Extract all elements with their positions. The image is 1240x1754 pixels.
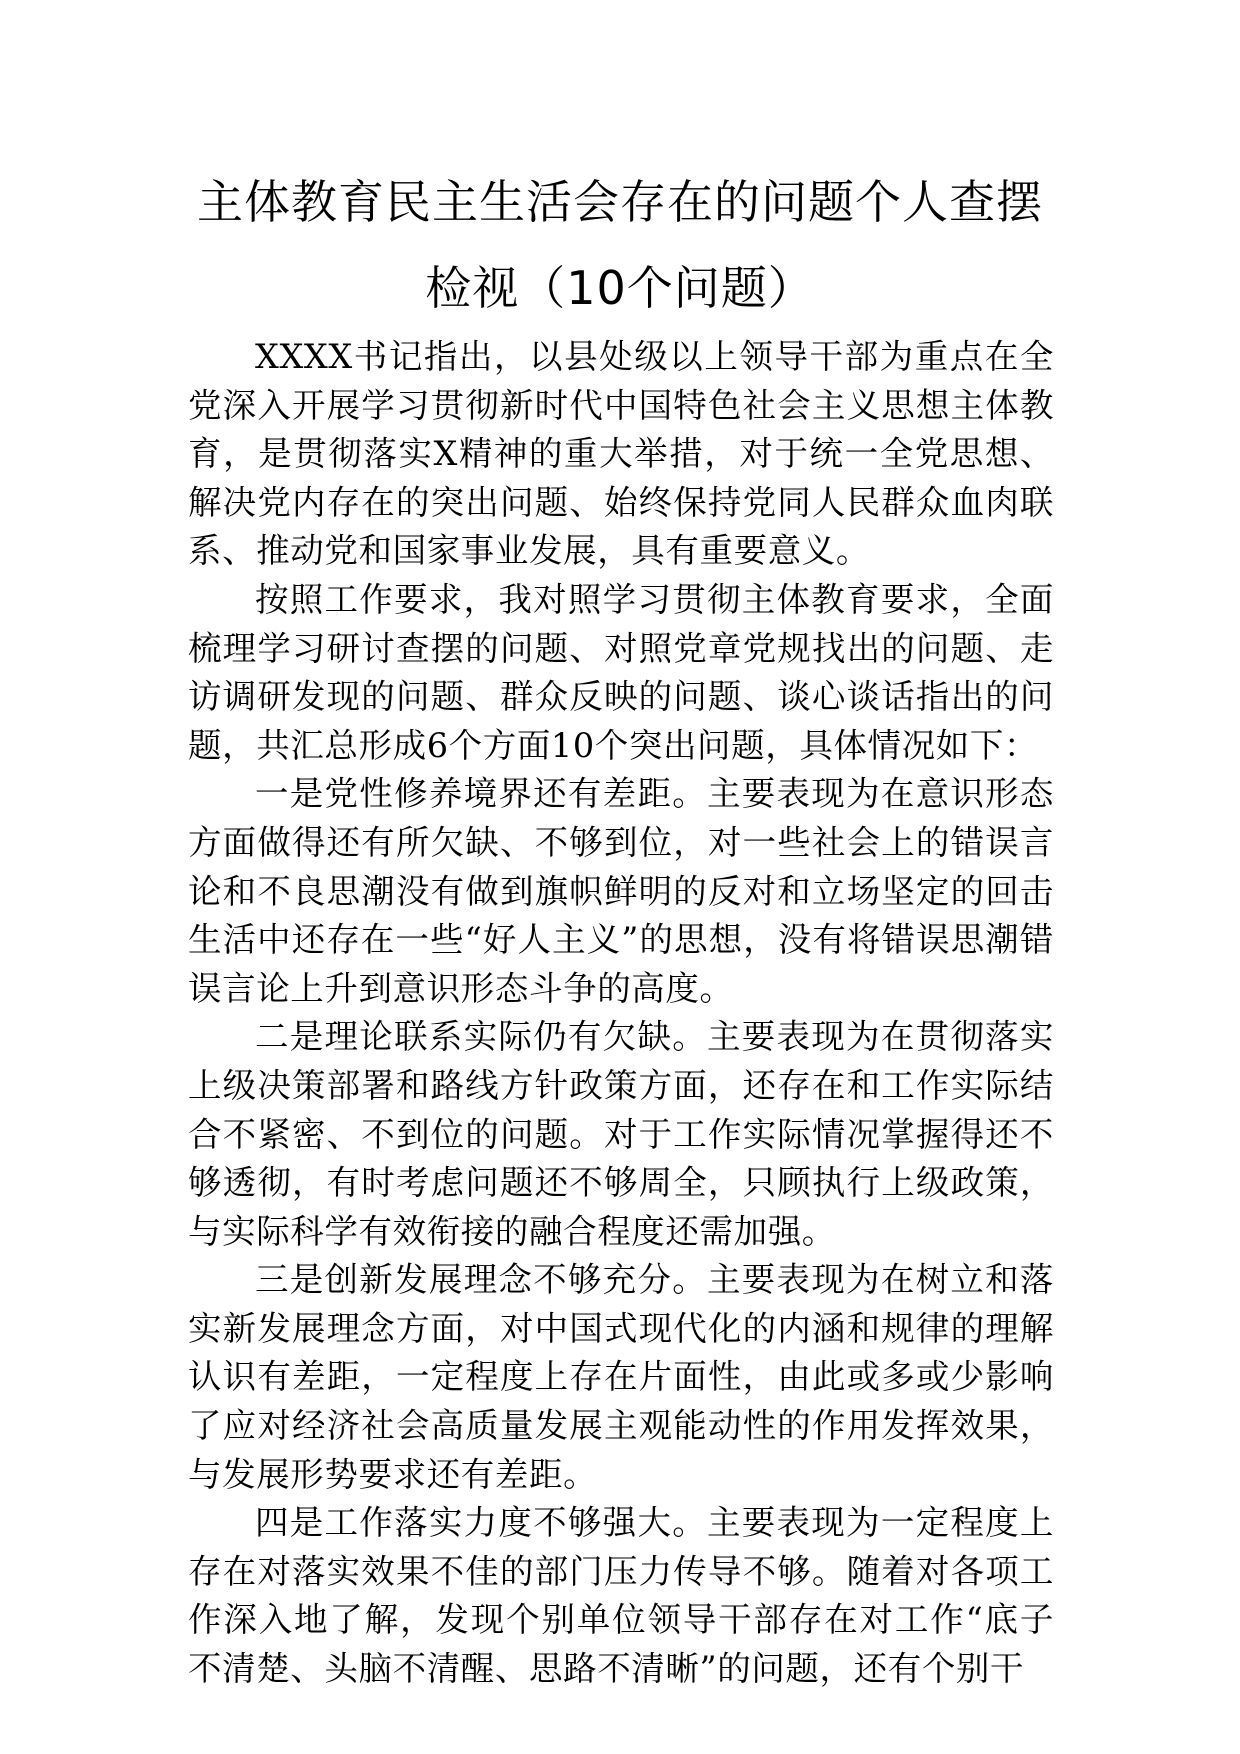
document-title-line-1: 主体教育民主生活会存在的问题个人查摆 xyxy=(197,175,1043,229)
paragraph-issue-1: 一是党性修养境界还有差距。主要表现为在意识形态方面做得还有所欠缺、不够到位，对一些社会上的错误言论和不良思潮没有做到旗帜鲜明的反对和立场坚定的回击生活中还存在一些“好人主义”的思想，没有将错误思潮错误言论上升到意识形态斗争的高度。 xyxy=(188,774,1054,1008)
paragraph-issue-2: 二是理论联系实际仍有欠缺。主要表现为在贯彻落实上级决策部署和路线方针政策方面，还存在和工作实际结合不紧密、不到位的问题。对于工作实际情况掌握得还不够透彻，有时考虑问题还不够周全，只顾执行上级政策，与实际科学有效衔接的融合程度还需加强。 xyxy=(188,1017,1054,1251)
paragraph-issue-3: 三是创新发展理念不够充分。主要表现为在树立和落实新发展理念方面，对中国式现代化的内涵和规律的理解认识有差距，一定程度上存在片面性，由此或多或少影响了应对经济社会高质量发展主观能动性的作用发挥效果，与发展形势要求还有差距。 xyxy=(188,1260,1054,1494)
document-title-line-2: 检视（10个问题） xyxy=(425,261,815,315)
document-body xyxy=(188,333,1054,1694)
paragraph-issue-4: 四是工作落实力度不够强大。主要表现为一定程度上存在对落实效果不佳的部门压力传导不够。随着对各项工作深入地了解，发现个别单位领导干部存在对工作“底子不清楚、头脑不清醒、思路不清晰”的问题，还有个别干 xyxy=(188,1503,1054,1689)
paragraph-intro: XXXX书记指出，以县处级以上领导干部为重点在全党深入开展学习贯彻新时代中国特色社会主义思想主体教育，是贯彻落实X精神的重大举措，对于统一全党思想、解决党内存在的突出问题、始终保持党同人民群众血肉联系、推动党和国家事业发展，具有重要意义。 xyxy=(188,337,1054,571)
paragraph-overview: 按照工作要求，我对照学习贯彻主体教育要求，全面梳理学习研讨查摆的问题、对照党章党规找出的问题、走访调研发现的问题、群众反映的问题、谈心谈话指出的问题，共汇总形成6个方面10个突出问题，具体情况如下： xyxy=(188,579,1054,765)
